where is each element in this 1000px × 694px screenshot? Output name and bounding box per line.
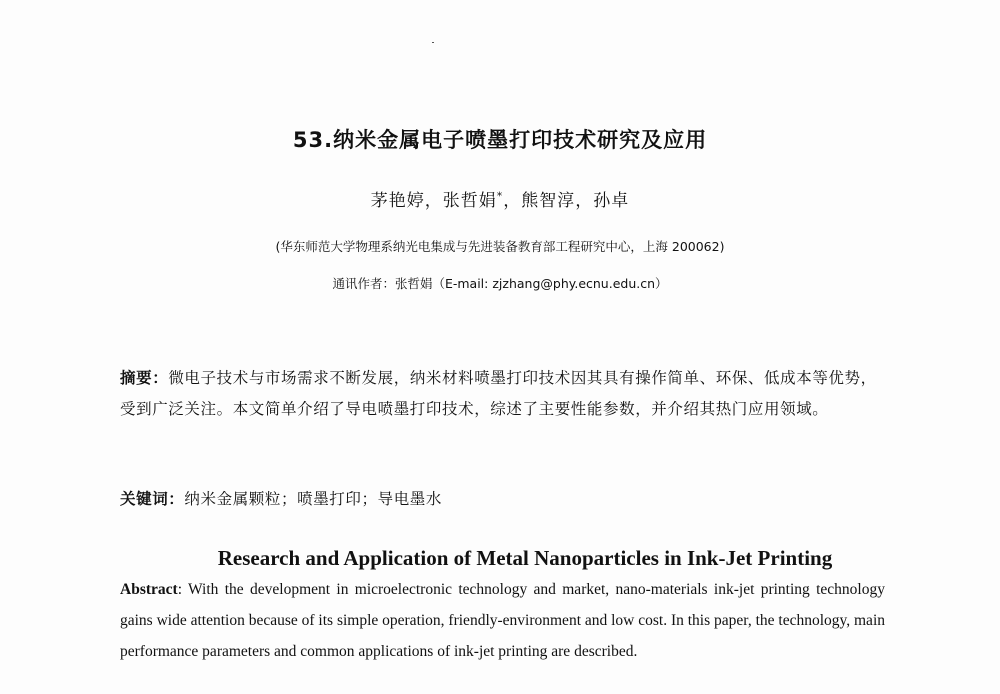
english-title: Research and Application of Metal Nanoparticles in Ink-Jet Printing: [217, 546, 833, 570]
chinese-keywords-label: 关键词：: [120, 490, 185, 508]
chinese-title: 53.纳米金属电子喷墨打印技术研究及应用: [292, 128, 708, 152]
author-line: [0, 186, 1000, 211]
corresponding-author-mark: *: [496, 189, 504, 203]
chinese-abstract: [120, 363, 890, 425]
corresponding-author: 通讯作者：张哲娟（E-mail: zjzhang@phy.ecnu.edu.cn）: [332, 276, 668, 291]
authors-part-1: 茅艳婷，张哲娟: [370, 191, 497, 211]
authors-part-2: ，熊智淳，孙卓: [503, 191, 630, 211]
english-abstract: [120, 574, 885, 667]
scan-speck: [432, 42, 434, 43]
chinese-abstract-text: 微电子技术与市场需求不断发展，纳米材料喷墨打印技术因其具有操作简单、环保、低成本等优势，受到广泛关注。本文简单介绍了导电喷墨打印技术，综述了主要性能参数，并介绍其热门应用领域。: [120, 369, 877, 418]
english-abstract-label: Abstract: [120, 581, 178, 598]
affiliation: (华东师范大学物理系纳光电集成与先进装备教育部工程研究中心，上海 200062): [275, 239, 725, 254]
english-abstract-text: : With the development in microelectronic technology and market, nano-materials ink-jet printing technology gains wide attention because of its simple operation, friendly-environment and low cost. In this paper, the technology, main performance parameters and common applications of ink-jet printing are described.: [120, 581, 885, 660]
chinese-keywords-text: 纳米金属颗粒；喷墨打印；导电墨水: [184, 490, 443, 508]
chinese-keywords: [120, 484, 890, 515]
chinese-abstract-label: 摘要：: [120, 369, 169, 387]
